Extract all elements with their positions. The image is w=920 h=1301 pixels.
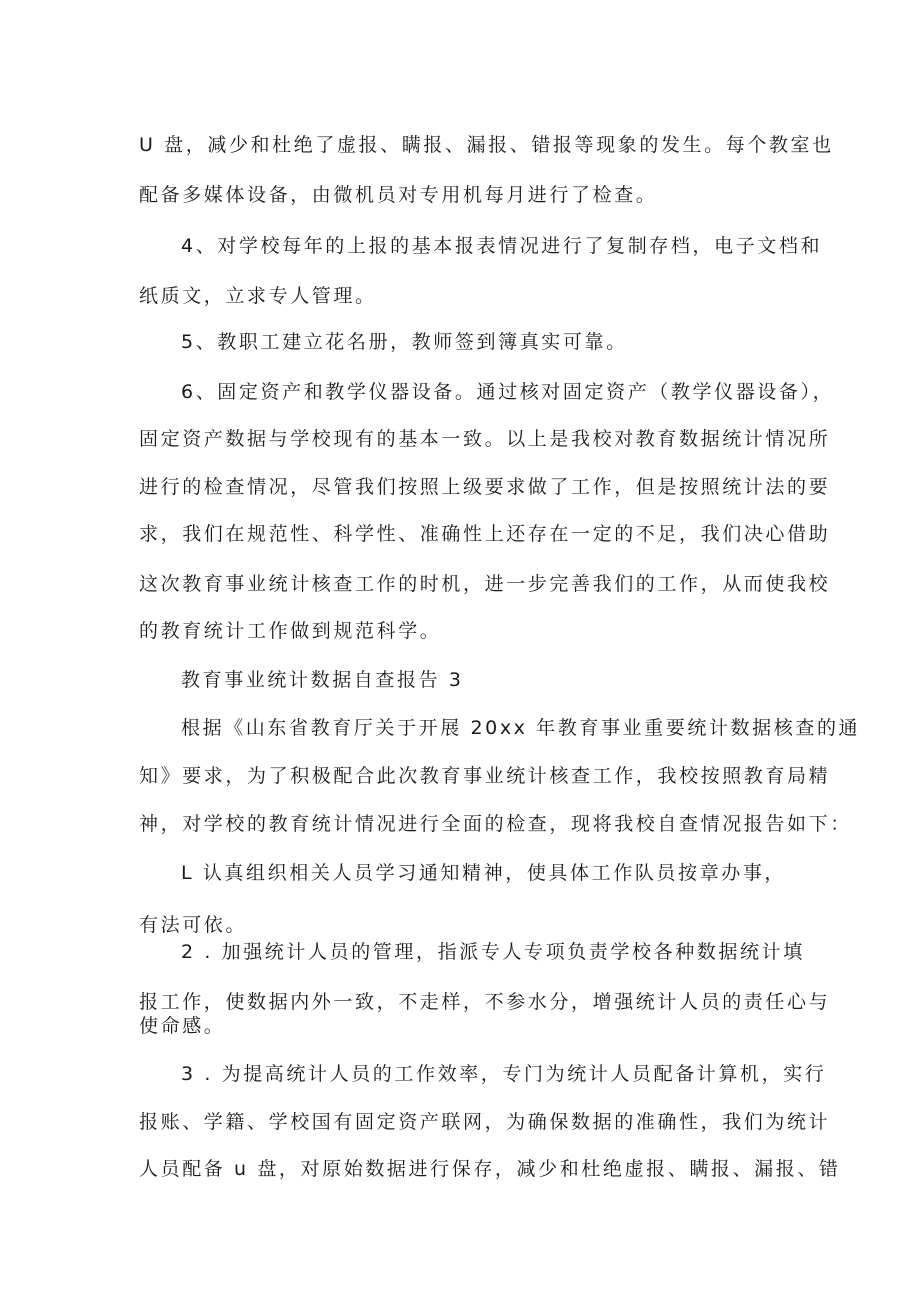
- text-line: 知》要求，为了积极配合此次教育事业统计核查工作，我校按照教育局精: [139, 765, 831, 787]
- text-line: 有法可依。: [139, 914, 248, 936]
- text-line: 报账、学籍、学校国有固定资产联网，为确保数据的准确性，我们为统计: [139, 1111, 831, 1133]
- text-line: 3 . 为提高统计人员的工作效率，专门为统计人员配备计算机，实行: [181, 1063, 827, 1085]
- text-line: L 认真组织相关人员学习通知精神，使具体工作队员按章办事，: [181, 862, 787, 884]
- text-line: 纸质文，立求专人管理。: [139, 285, 377, 307]
- text-line: 5、教职工建立花名册，教师签到簿真实可靠。: [181, 331, 628, 353]
- text-line: 使命感。: [139, 1015, 226, 1037]
- text-line: 报工作，使数据内外一致，不走样，不参水分，增强统计人员的责任心与: [139, 991, 831, 1013]
- text-line: 求，我们在规范性、科学性、准确性上还存在一定的不足，我们决心借助: [139, 523, 831, 545]
- text-line: 4、对学校每年的上报的基本报表情况进行了复制存档，电子文档和: [181, 235, 823, 257]
- text-line: 人员配备 u 盘，对原始数据进行保存，减少和杜绝虚报、瞒报、漏报、错: [139, 1158, 841, 1180]
- text-line: 根据《山东省教育厅关于开展 20xx 年教育事业重要统计数据核查的通: [181, 717, 861, 739]
- text-line: 2 . 加强统计人员的管理，指派专人专项负责学校各种数据统计填: [181, 941, 805, 963]
- text-line: 进行的检查情况，尽管我们按照上级要求做了工作，但是按照统计法的要: [139, 476, 831, 498]
- text-line: 配备多媒体设备，由微机员对专用机每月进行了检查。: [139, 184, 658, 206]
- text-line: 6、固定资产和教学仪器设备。通过核对固定资产（教学仪器设备），: [181, 381, 835, 403]
- text-line: 这次教育事业统计核查工作的时机，进一步完善我们的工作，从而使我校: [139, 573, 831, 595]
- text-line: 神，对学校的教育统计情况进行全面的检查，现将我校自查情况报告如下：: [139, 813, 852, 835]
- text-line: 的教育统计工作做到规范科学。: [139, 620, 442, 642]
- text-line: U 盘，减少和杜绝了虚报、瞒报、漏报、错报等现象的发生。每个教室也: [139, 134, 834, 156]
- text-line: 固定资产数据与学校现有的基本一致。以上是我校对教育数据统计情况所: [139, 428, 831, 450]
- section-title: 教育事业统计数据自查报告 3: [181, 669, 464, 691]
